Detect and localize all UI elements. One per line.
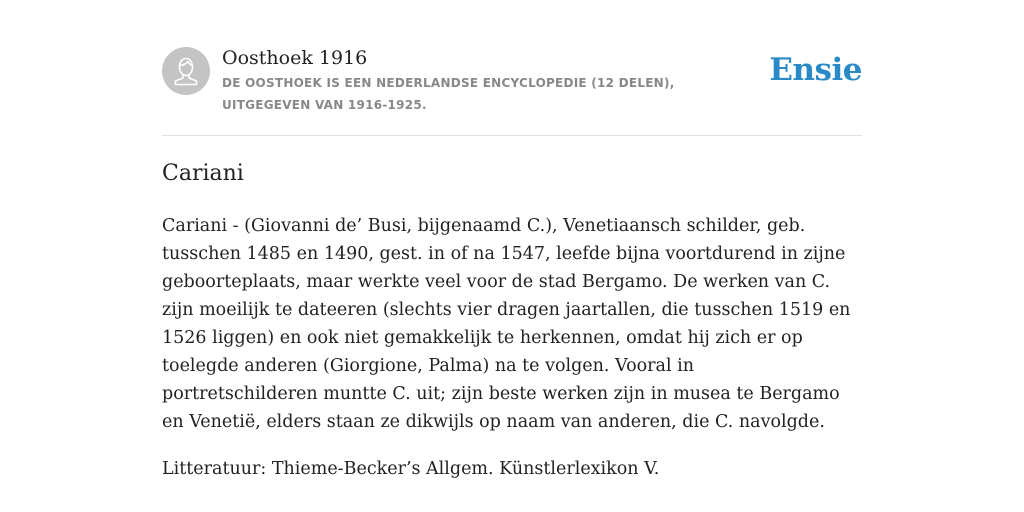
source-description: DE OOSTHOEK IS EEN NEDERLANDSE ENCYCLOPEDIE (12 DELEN), UITGEGEVEN VAN 1916-1925. — [222, 76, 675, 112]
entry-header — [162, 44, 862, 134]
entry-body — [162, 212, 852, 483]
ensie-logo[interactable]: Ensie — [769, 52, 862, 88]
header-divider — [162, 135, 862, 136]
user-icon — [162, 47, 210, 95]
source-title[interactable]: Oosthoek 1916 — [222, 47, 368, 69]
avatar[interactable] — [162, 47, 210, 95]
entry-title: Cariani — [162, 161, 244, 186]
entry-description: Cariani - (Giovanni de’ Busi, bijgenaamd C.), Venetiaansch schilder, geb. tusschen 1485 en 1490, gest. in of na 1547, leefde bijna voortdurend in zijne geboorteplaats, maar werkte veel voor de stad Bergamo. De werken van C. zijn moeilijk te dateeren (slechts vier dragen jaartallen, die tusschen 1519 en 1526 liggen) en ook niet gemakkelijk te herkennen, omdat hij zich er op toelegde anderen (Giorgione, Palma) na te volgen. Vooral in portretschilderen muntte C. uit; zijn beste werken zijn in musea te Bergamo en Venetië, elders staan ze dikwijls op naam van anderen, die C. navolgde. — [162, 216, 851, 432]
entry-literature: Litteratuur: Thieme-Becker’s Allgem. Künstlerlexikon V. — [162, 459, 660, 479]
